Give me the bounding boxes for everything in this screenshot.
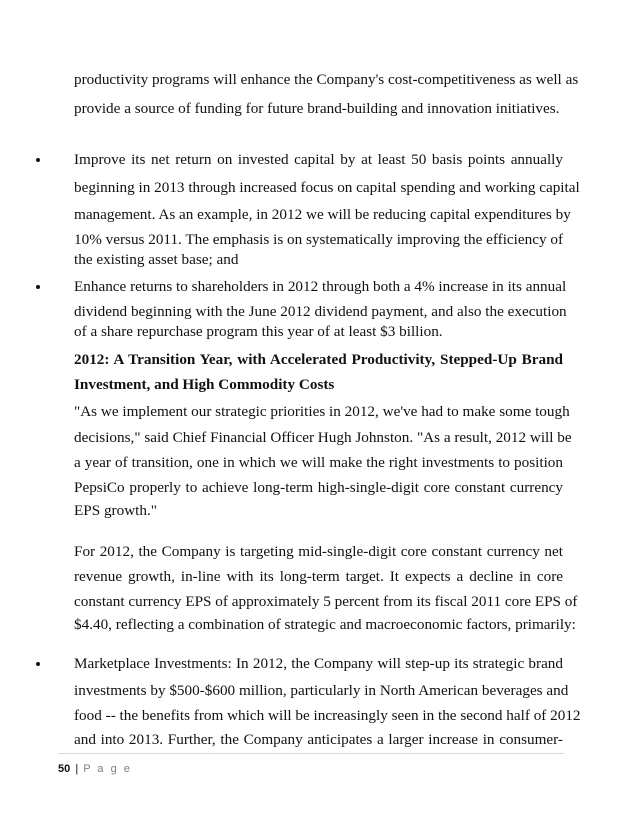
bullet-icon — [35, 654, 43, 674]
quote-line-3: a year of transition, one in which we will make the right investments to position — [74, 454, 563, 471]
quote-line-2: decisions," said Chief Financial Officer Hugh Johnston. "As a result, 2012 will be — [74, 429, 572, 446]
page-footer — [58, 762, 132, 776]
bullet-roic-line-1: Improve its net return on invested capital by at least 50 basis points annually — [74, 151, 563, 168]
bullet-icon — [35, 277, 43, 297]
targets-line-4: $4.40, reflecting a combination of strategic and macroeconomic factors, primarily: — [74, 616, 576, 633]
bullet-roic-line-3: management. As an example, in 2012 we will be reducing capital expenditures by — [74, 206, 571, 223]
bullet-returns-line-2: dividend beginning with the June 2012 dividend payment, and also the execution — [74, 303, 567, 320]
footer-divider — [58, 753, 564, 754]
footer-separator: | — [75, 763, 79, 775]
bullet-roic-line-4: 10% versus 2011. The emphasis is on systematically improving the efficiency of — [74, 231, 563, 248]
bullet-marketplace-line-3: food -- the benefits from which will be increasingly seen in the second half of 2012 — [74, 707, 581, 724]
bullet-returns-line-1: Enhance returns to shareholders in 2012 through both a 4% increase in its annual — [74, 278, 567, 295]
bullet-returns-line-3: of a share repurchase program this year of at least $3 billion. — [74, 323, 443, 340]
quote-line-4: PepsiCo properly to achieve long-term high-single-digit core constant currency — [74, 479, 563, 496]
intro-line-1: productivity programs will enhance the Company's cost-competitiveness as well as — [74, 71, 579, 88]
targets-line-1: For 2012, the Company is targeting mid-single-digit core constant currency net — [74, 543, 563, 560]
quote-line-1: "As we implement our strategic priorities in 2012, we've had to make some tough — [74, 403, 570, 420]
bullet-icon — [35, 150, 43, 170]
page-label: P a g e — [83, 763, 132, 775]
targets-line-2: revenue growth, in-line with its long-term target. It expects a decline in core — [74, 568, 563, 585]
section-heading-line-1: 2012: A Transition Year, with Accelerated Productivity, Stepped-Up Brand — [74, 351, 563, 368]
bullet-roic-line-5: the existing asset base; and — [74, 251, 239, 268]
bullet-roic-line-2: beginning in 2013 through increased focus on capital spending and working capital — [74, 179, 580, 196]
bullet-marketplace-line-4: and into 2013. Further, the Company anticipates a larger increase in consumer- — [74, 731, 563, 748]
bullet-marketplace-line-2: investments by $500-$600 million, particularly in North American beverages and — [74, 682, 569, 699]
quote-line-5: EPS growth." — [74, 502, 157, 519]
page-number: 50 — [58, 763, 71, 775]
bullet-marketplace-line-1: Marketplace Investments: In 2012, the Company will step-up its strategic brand — [74, 655, 563, 672]
targets-line-3: constant currency EPS of approximately 5 percent from its fiscal 2011 core EPS of — [74, 593, 578, 610]
section-heading-line-2: Investment, and High Commodity Costs — [74, 376, 335, 393]
intro-line-2: provide a source of funding for future brand-building and innovation initiatives. — [74, 100, 560, 117]
